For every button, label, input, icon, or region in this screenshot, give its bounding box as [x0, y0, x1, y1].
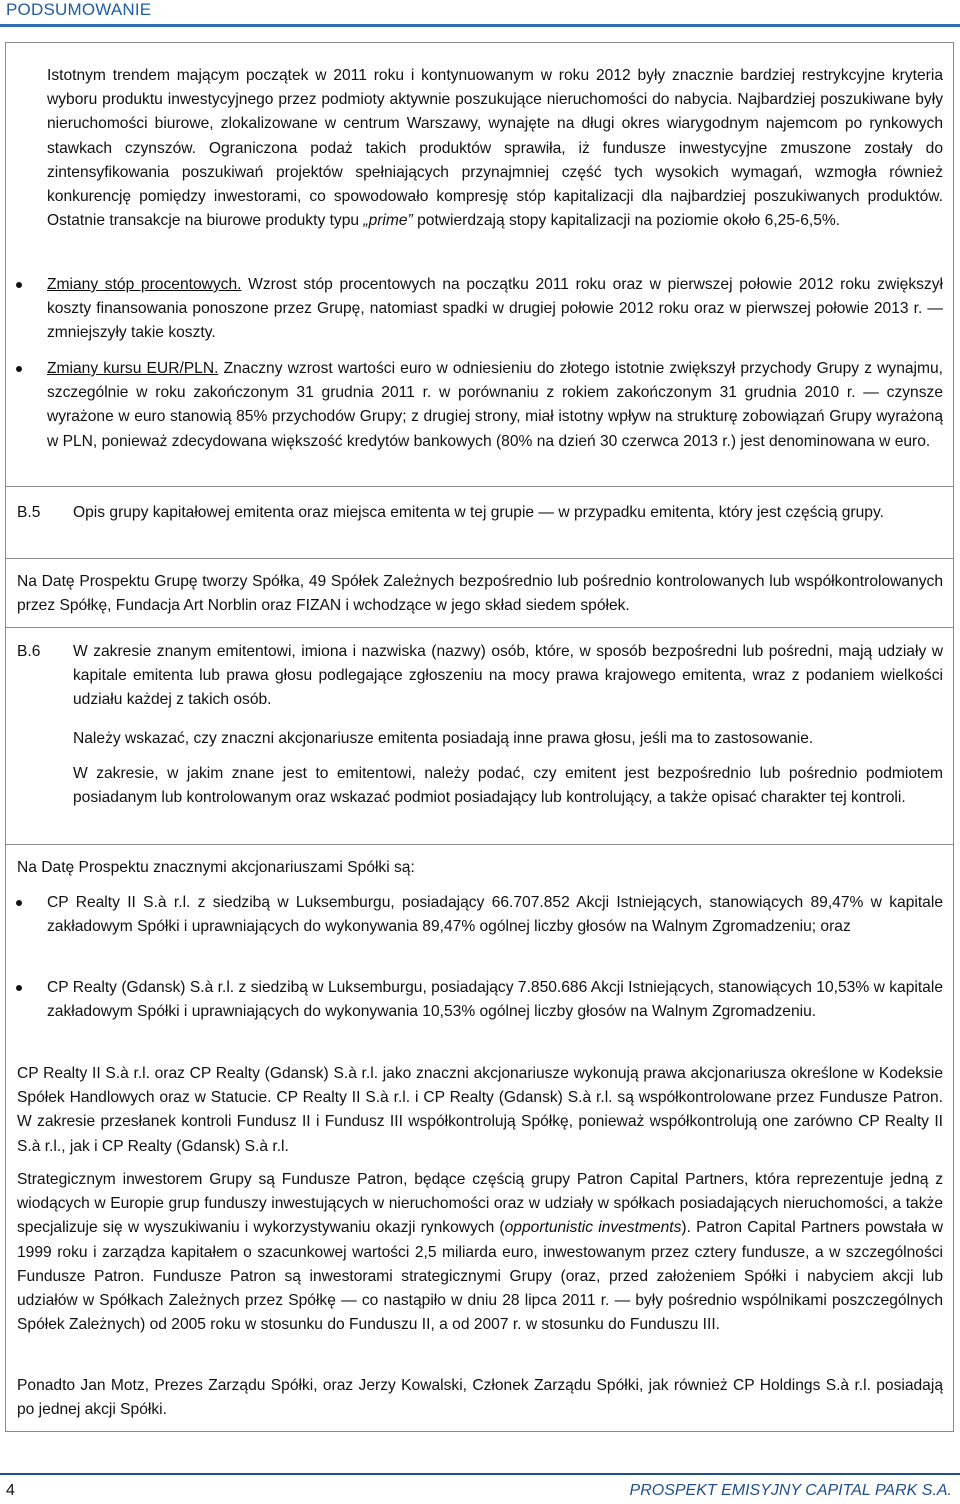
section-number-b6: B.6 — [17, 643, 41, 660]
section-title: PODSUMOWANIE — [6, 0, 152, 19]
strategic-italic-term: opportunistic investments — [504, 1219, 682, 1237]
list-item — [47, 273, 943, 346]
strategic-investor-paragraph — [17, 1168, 943, 1337]
bullet-text: Wzrost stóp procentowych na początku 2011 roku oraz w pierwszej połowie 2012 roku zwiększył koszty finansowania ponoszone przez Grupę, natomiast spadki w drugiej połowie 2012 roku oraz w pierwszej połowie 2013 r. — zmniejszyły takie koszty. — [47, 276, 943, 342]
header-divider — [0, 24, 960, 27]
section-heading-b6-part3: W zakresie, w jakim znane jest to emitentowi, należy podać, czy emitent jest bezpośrednio lub pośrednio podmiotem posiadanym lub kontrolowanym oraz wskazać podmiot posiadający lub kontrolujący, a także opisać charakter tej kontroli. — [73, 765, 943, 807]
section-divider — [5, 844, 954, 845]
section-divider — [5, 558, 954, 559]
bullet-icon — [16, 985, 22, 991]
section-body-b5: Na Datę Prospektu Grupę tworzy Spółka, 49 Spółek Zależnych bezpośrednio lub pośrednio kontrolowanych lub współkontrolowanych przez Spółkę, Fundacja Art Norblin oraz FIZAN i wchodzące w jego skład siedem spółek. — [17, 573, 943, 615]
intro-part-2: potwierdzają stopy kapitalizacji na poziomie około 6,25-6,5%. — [412, 212, 841, 230]
bullet-text: Znaczny wzrost wartości euro w odniesieniu do złotego istotnie zwiększył przychody Grupy z wynajmu, szczególnie w roku zakończonym 31 grudnia 2011 r. w porównaniu z rokiem zakończonym 31 grudnia 2010 r. — czynsze wyrażone w euro stanowią 85% przychodów Grupy; z drugiej strony, miał istotny wpływ na strukturę zobowiązań Grupy wyrażoną w PLN, ponieważ zdecydowana większość kredytów bankowych (80% na dzień 30 czerwca 2013 r.) jest denominowana w euro. — [47, 360, 943, 450]
page-number: 4 — [6, 1482, 15, 1499]
section-heading-b6-part2: Należy wskazać, czy znaczni akcjonariusze emitenta posiadają inne prawa głosu, jeśli ma to zastosowanie. — [73, 730, 814, 747]
bullet-title: Zmiany stóp procentowych. — [47, 276, 242, 293]
board-shares-paragraph: Ponadto Jan Motz, Prezes Zarządu Spółki, oraz Jerzy Kowalski, Członek Zarządu Spółki, jak również CP Holdings S.à r.l. posiadają po jednej akcji Spółki. — [17, 1377, 943, 1419]
section-number-b5: B.5 — [17, 504, 41, 521]
bullet-icon — [16, 282, 22, 288]
shareholders-lead: Na Datę Prospektu znacznymi akcjonariuszami Spółki są: — [17, 859, 415, 876]
bullet-title: Zmiany kursu EUR/PLN. — [47, 360, 219, 377]
document-title: PROSPEKT EMISYJNY CAPITAL PARK S.A. — [629, 1482, 952, 1499]
prime-term: „prime” — [363, 212, 413, 230]
section-divider — [5, 627, 954, 628]
intro-paragraph — [47, 64, 943, 233]
control-paragraph: CP Realty II S.à r.l. oraz CP Realty (Gdansk) S.à r.l. jako znaczni akcjonariusze wykonują prawa akcjonariusza określone w Kodeksie Spółek Handlowych oraz w Statucie. CP Realty II S.à r.l. i CP Realty (Gdansk) S.à r.l. są współkontrolowane przez Fundusze Patron. W zakresie przesłanek kontroli Fundusz II i Fundusz III współkontrolują Spółkę, ponieważ współkontrolują one zarówno CP Realty II S.à r.l., jak i CP Realty (Gdansk) S.à r.l. — [17, 1065, 943, 1155]
list-item — [47, 357, 943, 454]
list-item — [47, 976, 943, 1024]
shareholder-text: CP Realty II S.à r.l. z siedzibą w Luksemburgu, posiadający 66.707.852 Akcji Istniejących, stanowiących 89,47% w kapitale zakładowym Spółki i uprawniających do wykonywania 89,47% ogólnej liczby głosów na Walnym Zgromadzeniu; oraz — [47, 894, 943, 936]
footer-divider — [0, 1473, 960, 1475]
section-divider — [5, 486, 954, 487]
section-heading-b5: Opis grupy kapitałowej emitenta oraz miejsca emitenta w tej grupie — w przypadku emitenta, który jest częścią grupy. — [73, 504, 884, 521]
bullet-icon — [16, 900, 22, 906]
bullet-icon — [16, 366, 22, 372]
shareholder-text: CP Realty (Gdansk) S.à r.l. z siedzibą w Luksemburgu, posiadający 7.850.686 Akcji Istniejących, stanowiących 10,53% w kapitale zakładowym Spółki i uprawniających do wykonywania 10,53% ogólnej liczby głosów na Walnym Zgromadzeniu. — [47, 979, 943, 1021]
section-heading-b6-part1: W zakresie znanym emitentowi, imiona i nazwiska (nazwy) osób, które, w sposób bezpośredni lub pośredni, mają udziały w kapitale emitenta lub prawa głosu podlegające zgłoszeniu na mocy prawa krajowego emitenta, wraz z podaniem wielkości udziału każdej z takich osób. — [73, 643, 943, 709]
strategic-part-2: ). Patron Capital Partners powstała w 1999 roku i zarządza kapitałem o szacunkowej wartości 2,5 miliarda euro, inwestowanym przez cztery fundusze, a w szczególności Fundusze Patron. Fundusze Patron są inwestorami strategicznymi Grupy (oraz, przed założeniem Spółki i nabyciem akcji lub udziałów w Spółkach Zależnych przez Spółkę — co nastąpiło w dniu 28 lipca 2011 r. — były pośrednio wspólnikami poszczególnych Spółek Zależnych) od 2005 roku w stosunku do Funduszu II, a od 2007 r. w stosunku do Funduszu III. — [17, 1219, 943, 1334]
intro-part-1: Istotnym trendem mającym początek w 2011 roku i kontynuowanym w roku 2012 były znacznie bardziej restrykcyjne kryteria wyboru produktu inwestycyjnego przez podmioty aktywnie poszukujące nieruchomości do nabycia. Najbardziej poszukiwane były nieruchomości biurowe, zlokalizowane w centrum Warszawy, wynajęte na długi okres wiarygodnym najemcom po rynkowych stawkach czynszów. Ograniczona podaż takich produktów sprawiła, iż fundusze inwestycyjne zmuszone zostały do zintensyfikowania poszukiwań projektów spełniających przynajmniej część tych wysokich wymagań, wzmogła również konkurencję pomiędzy inwestorami, co spowodowało kompresję stóp kapitalizacji dla najbardziej poszukiwanych produktów. Ostatnie transakcje na biurowe produkty typu — [47, 67, 943, 230]
strategic-part-1: Strategicznym inwestorem Grupy są Fundusze Patron, będące częścią grupy Patron Capital Partners, która reprezentuje jedną z wiodących w Europie grup funduszy inwestujących w nieruchomości oraz w udziały w spółkach posiadających nieruchomości, a także specjalizuje się w wyszukiwaniu i wykorzystywaniu okazji rynkowych ( — [17, 1171, 943, 1237]
list-item — [47, 891, 943, 939]
